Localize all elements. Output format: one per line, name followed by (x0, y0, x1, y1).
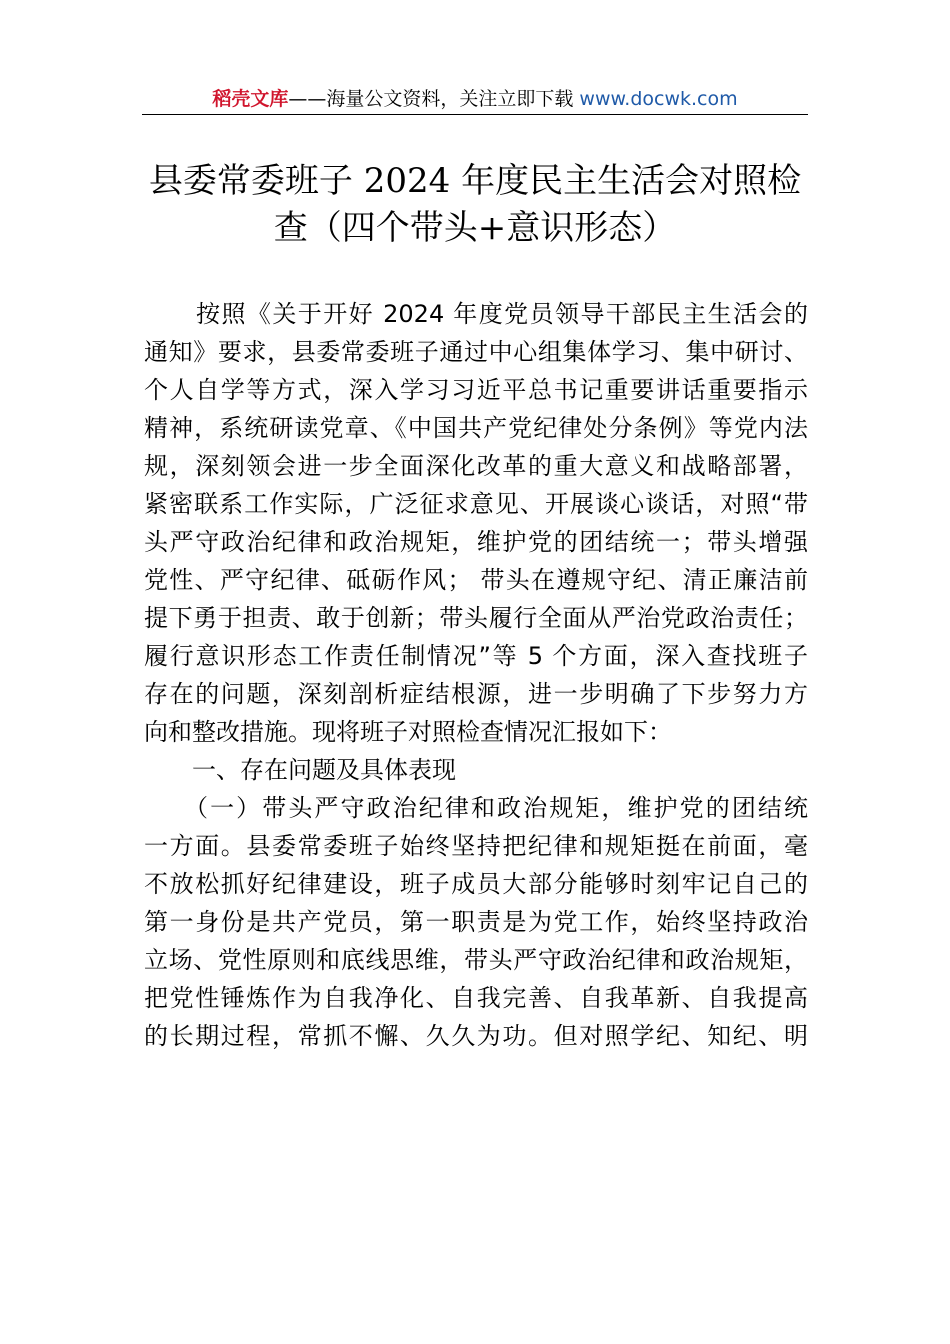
title-line-2: 查（四个带头+意识形态） (273, 208, 677, 248)
text-line: 党性、严守纪律、砥砺作风； 带头在遵规守纪、清正廉洁前 (144, 566, 808, 594)
section-heading: 一、存在问题及具体表现 (192, 756, 456, 784)
text-line: 一方面。县委常委班子始终坚持把纪律和规矩挺在前面，毫 (144, 832, 808, 860)
text-line: 不放松抓好纪律建设，班子成员大部分能够时刻牢记自己的 (144, 870, 808, 898)
section-paragraph (144, 789, 808, 1055)
text-line: 通知》要求，县委常委班子通过中心组集体学习、集中研讨、 (144, 338, 808, 366)
brand-name: 稻壳文库 (212, 88, 289, 110)
text-line: 把党性锤炼作为自我净化、自我完善、自我革新、自我提高 (144, 984, 808, 1012)
title-line-1: 县委常委班子 2024 年度民主生活会对照检 (148, 161, 802, 201)
text-line: 履行意识形态工作责任制情况”等 5 个方面，深入查找班子 (144, 642, 808, 670)
text-line: （一）带头严守政治纪律和政治规矩，维护党的团结统 (184, 794, 808, 822)
text-line: 规，深刻领会进一步全面深化改革的重大意义和战略部署， (144, 452, 808, 480)
header-tagline: ——海量公文资料，关注立即下载 (288, 88, 574, 110)
document-body (144, 295, 808, 1055)
header-divider (142, 114, 808, 115)
text-line: 个人自学等方式，深入学习习近平总书记重要讲话重要指示 (144, 376, 808, 404)
site-header (142, 84, 808, 114)
intro-paragraph (144, 295, 808, 751)
text-line: 的长期过程，常抓不懈、久久为功。但对照学纪、知纪、明 (144, 1022, 808, 1050)
document-title (142, 158, 808, 252)
text-line: 按照《关于开好 2024 年度党员领导干部民主生活会的 (196, 300, 808, 328)
text-line: 紧密联系工作实际，广泛征求意见、开展谈心谈话，对照“带 (144, 490, 808, 518)
site-link[interactable]: www.docwk.com (573, 88, 738, 110)
text-line: 第一身份是共产党员，第一职责是为党工作，始终坚持政治 (144, 908, 808, 936)
text-line: 精神，系统研读党章、《中国共产党纪律处分条例》等党内法 (144, 414, 808, 442)
text-line: 提下勇于担责、敢于创新；带头履行全面从严治党政治责任； (144, 604, 808, 632)
text-line: 向和整改措施。现将班子对照检查情况汇报如下： (144, 718, 672, 746)
text-line: 存在的问题，深刻剖析症结根源，进一步明确了下步努力方 (144, 680, 808, 708)
text-line: 头严守政治纪律和政治规矩，维护党的团结统一；带头增强 (144, 528, 808, 556)
text-line: 立场、党性原则和底线思维，带头严守政治纪律和政治规矩， (144, 946, 808, 974)
